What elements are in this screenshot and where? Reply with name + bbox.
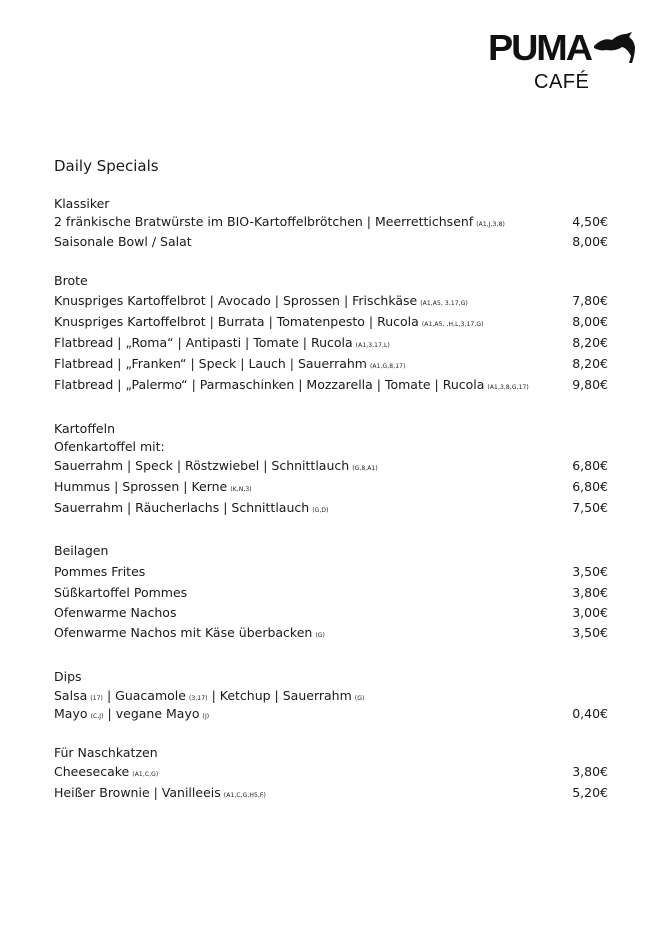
menu-item [54, 763, 608, 781]
menu-item [54, 624, 608, 642]
section-heading-klassiker: Klassiker [54, 196, 110, 211]
item-price: 3,50€ [572, 625, 608, 640]
menu-item [54, 313, 608, 331]
item-allergens: (A1,3,17,L) [355, 342, 390, 349]
dip-salsa: Salsa [54, 688, 88, 703]
item-name: Flatbread | „Franken“ | Speck | Lauch | Sauerrahm [54, 356, 367, 371]
item-name: Ofenwarme Nachos [54, 605, 177, 620]
page-title: Daily Specials [54, 157, 159, 175]
menu-item [54, 784, 608, 802]
item-price: 3,80€ [572, 764, 608, 779]
item-allergens: (A1,C,G,H5,F) [223, 792, 266, 799]
menu-item [54, 292, 608, 310]
menu-item [54, 457, 608, 475]
dip-mayo: Mayo [54, 706, 88, 721]
section-subheading: Ofenkartoffel mit: [54, 439, 165, 454]
menu-item [54, 478, 608, 496]
item-price: 7,50€ [572, 500, 608, 515]
item-price: 8,20€ [572, 356, 608, 371]
item-price: 6,80€ [572, 458, 608, 473]
menu-item [54, 213, 608, 231]
item-allergens: (A1,A5, 3,17,G) [420, 300, 468, 307]
menu-item [54, 376, 608, 394]
item-name: Sauerrahm | Speck | Röstzwiebel | Schnittlauch [54, 458, 350, 473]
logo-wordmark: PUMA [488, 27, 591, 68]
menu-item [54, 705, 608, 723]
menu-item [54, 584, 608, 602]
item-price: 4,50€ [572, 214, 608, 229]
item-name: Süßkartoffel Pommes [54, 585, 188, 600]
item-price: 5,20€ [572, 785, 608, 800]
item-allergens: (A1,A5, ,H,L,3,17,G) [421, 321, 484, 328]
section-heading-naschkatzen: Für Naschkatzen [54, 745, 158, 760]
section-heading-beilagen: Beilagen [54, 543, 109, 558]
item-name: Hummus | Sprossen | Kerne [54, 479, 228, 494]
logo-subtitle: CAFÉ [534, 71, 590, 93]
menu-item [54, 604, 608, 622]
item-price: 3,50€ [572, 564, 608, 579]
item-allergens: (G,8,A1) [352, 465, 378, 472]
item-allergens: (G) [315, 632, 325, 639]
menu-item [54, 687, 608, 705]
item-price: 6,80€ [572, 479, 608, 494]
item-price: 8,00€ [572, 234, 608, 249]
item-allergens: (3,17) [188, 695, 208, 702]
item-price: 3,80€ [572, 585, 608, 600]
item-allergens: (A1,G,8,17) [369, 363, 406, 370]
item-allergens: (A1,J,3,8) [476, 221, 505, 228]
item-price: 7,80€ [572, 293, 608, 308]
item-price: 8,00€ [572, 314, 608, 329]
item-name: Cheesecake [54, 764, 130, 779]
item-price: 0,40€ [572, 706, 608, 721]
section-heading-brote: Brote [54, 273, 88, 288]
item-name: Sauerrahm | Räucherlachs | Schnittlauch [54, 500, 310, 515]
section-heading-dips: Dips [54, 669, 82, 684]
menu-item [54, 334, 608, 352]
menu-item [54, 233, 608, 251]
item-allergens: (A1,C,G) [132, 771, 159, 778]
item-allergens: (G,D) [312, 507, 329, 514]
item-allergens: (17) [90, 695, 103, 702]
item-name: Knuspriges Kartoffelbrot | Burrata | Tomatenpesto | Rucola [54, 314, 419, 329]
item-name: Flatbread | „Roma“ | Antipasti | Tomate | Rucola [54, 335, 353, 350]
dip-vegan-mayo: | vegane Mayo [107, 706, 200, 721]
puma-cat-icon [592, 30, 636, 66]
item-allergens: (C,J) [90, 713, 104, 720]
dip-ketchup-sauerrahm: | Ketchup | Sauerrahm [211, 688, 352, 703]
item-name: Saisonale Bowl / Salat [54, 234, 192, 249]
item-allergens: (A1,3,8,G,17) [487, 384, 529, 391]
item-price: 9,80€ [572, 377, 608, 392]
item-price: 3,00€ [572, 605, 608, 620]
menu-item [54, 499, 608, 517]
item-name: Heißer Brownie | Vanilleeis [54, 785, 221, 800]
item-name: Knuspriges Kartoffelbrot | Avocado | Sprossen | Frischkäse [54, 293, 418, 308]
item-name: 2 fränkische Bratwürste im BIO-Kartoffelbrötchen | Meerrettichsenf [54, 214, 474, 229]
dip-guacamole: | Guacamole [106, 688, 186, 703]
item-allergens: (J) [202, 713, 210, 720]
item-name: Flatbread | „Palermo“ | Parmaschinken | Mozzarella | Tomate | Rucola [54, 377, 485, 392]
item-price: 8,20€ [572, 335, 608, 350]
section-heading-kartoffeln: Kartoffeln [54, 421, 116, 436]
item-allergens: (K,N,3) [230, 486, 252, 493]
item-name: Pommes Frites [54, 564, 146, 579]
menu-item [54, 563, 608, 581]
item-allergens: (G) [354, 695, 365, 702]
menu-item [54, 355, 608, 373]
item-name: Ofenwarme Nachos mit Käse überbacken [54, 625, 313, 640]
puma-cafe-logo [488, 27, 638, 93]
